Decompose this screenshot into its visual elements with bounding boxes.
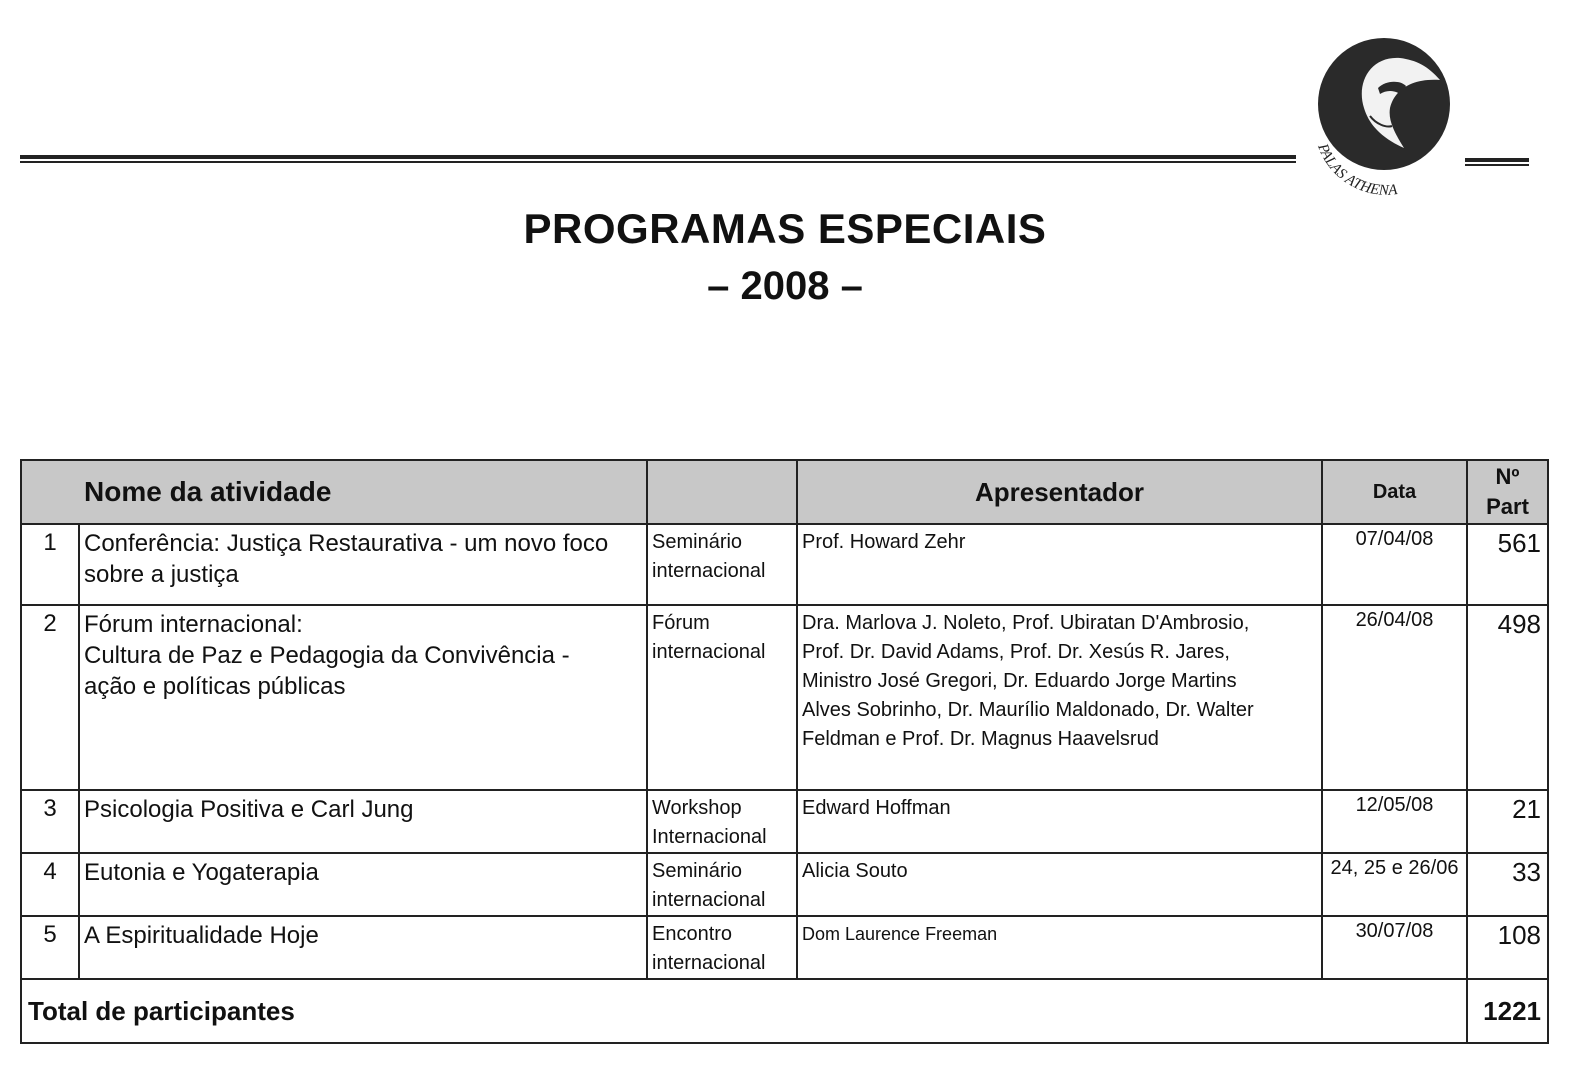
table-row: [21, 916, 1548, 979]
participants: 108: [1467, 916, 1548, 979]
activity-type: Workshop Internacional: [647, 790, 797, 853]
participants: 33: [1467, 853, 1548, 916]
activity-name: A Espiritualidade Hoje: [79, 916, 647, 979]
header-nome: Nome da atividade: [21, 460, 647, 524]
table-header-row: [21, 460, 1548, 524]
activity-type: Encontro internacional: [647, 916, 797, 979]
activity-type: Seminário internacional: [647, 853, 797, 916]
total-label: Total de participantes: [21, 979, 1467, 1043]
table-row: [21, 790, 1548, 853]
row-number: 3: [21, 790, 79, 853]
presenter: Alicia Souto: [797, 853, 1322, 916]
participants: 21: [1467, 790, 1548, 853]
row-number: 4: [21, 853, 79, 916]
activity-type: Seminário internacional: [647, 524, 797, 605]
table-row: [21, 524, 1548, 605]
page-year: – 2008 –: [707, 264, 863, 308]
activity-name: Eutonia e Yogaterapia: [79, 853, 647, 916]
logo-text: PALAS ATHENA: [1314, 141, 1399, 198]
presenter: Prof. Howard Zehr: [797, 524, 1322, 605]
total-row: [21, 979, 1548, 1043]
table-row: [21, 853, 1548, 916]
participants: 498: [1467, 605, 1548, 790]
activity-name: Psicologia Positiva e Carl Jung: [79, 790, 647, 853]
participants: 561: [1467, 524, 1548, 605]
date: 26/04/08: [1322, 605, 1467, 790]
date: 30/07/08: [1322, 916, 1467, 979]
header-tipo: [647, 460, 797, 524]
header-data: Data: [1322, 460, 1467, 524]
page-title: PROGRAMAS ESPECIAIS: [523, 205, 1047, 252]
presenter: Dra. Marlova J. Noleto, Prof. Ubiratan D'Ambrosio, Prof. Dr. David Adams, Prof. Dr. Xesús R. Jares, Ministro José Gregori, Dr. Eduardo Jorge Martins Alves Sobrinho, Dr. Maurílio Maldonado, Dr. Walter Feldman e Prof. Dr. Magnus Haavelsrud: [797, 605, 1322, 790]
row-number: 2: [21, 605, 79, 790]
activity-name: Fórum internacional: Cultura de Paz e Pedagogia da Convivência - ação e políticas públicas: [79, 605, 647, 790]
table-row: [21, 605, 1548, 790]
header-rule-right: [1465, 158, 1529, 168]
presenter: Dom Laurence Freeman: [797, 916, 1322, 979]
presenter: Edward Hoffman: [797, 790, 1322, 853]
programs-table: [20, 459, 1549, 1044]
header-apresentador: Apresentador: [797, 460, 1322, 524]
activity-type: Fórum internacional: [647, 605, 797, 790]
date: 24, 25 e 26/06: [1322, 853, 1467, 916]
row-number: 5: [21, 916, 79, 979]
activity-name: Conferência: Justiça Restaurativa - um novo foco sobre a justiça: [79, 524, 647, 605]
header-rule: [20, 155, 1296, 165]
palas-athena-logo: [1300, 28, 1470, 198]
total-value: 1221: [1467, 979, 1548, 1043]
header-part: Nº Part: [1467, 460, 1548, 524]
row-number: 1: [21, 524, 79, 605]
date: 07/04/08: [1322, 524, 1467, 605]
date: 12/05/08: [1322, 790, 1467, 853]
